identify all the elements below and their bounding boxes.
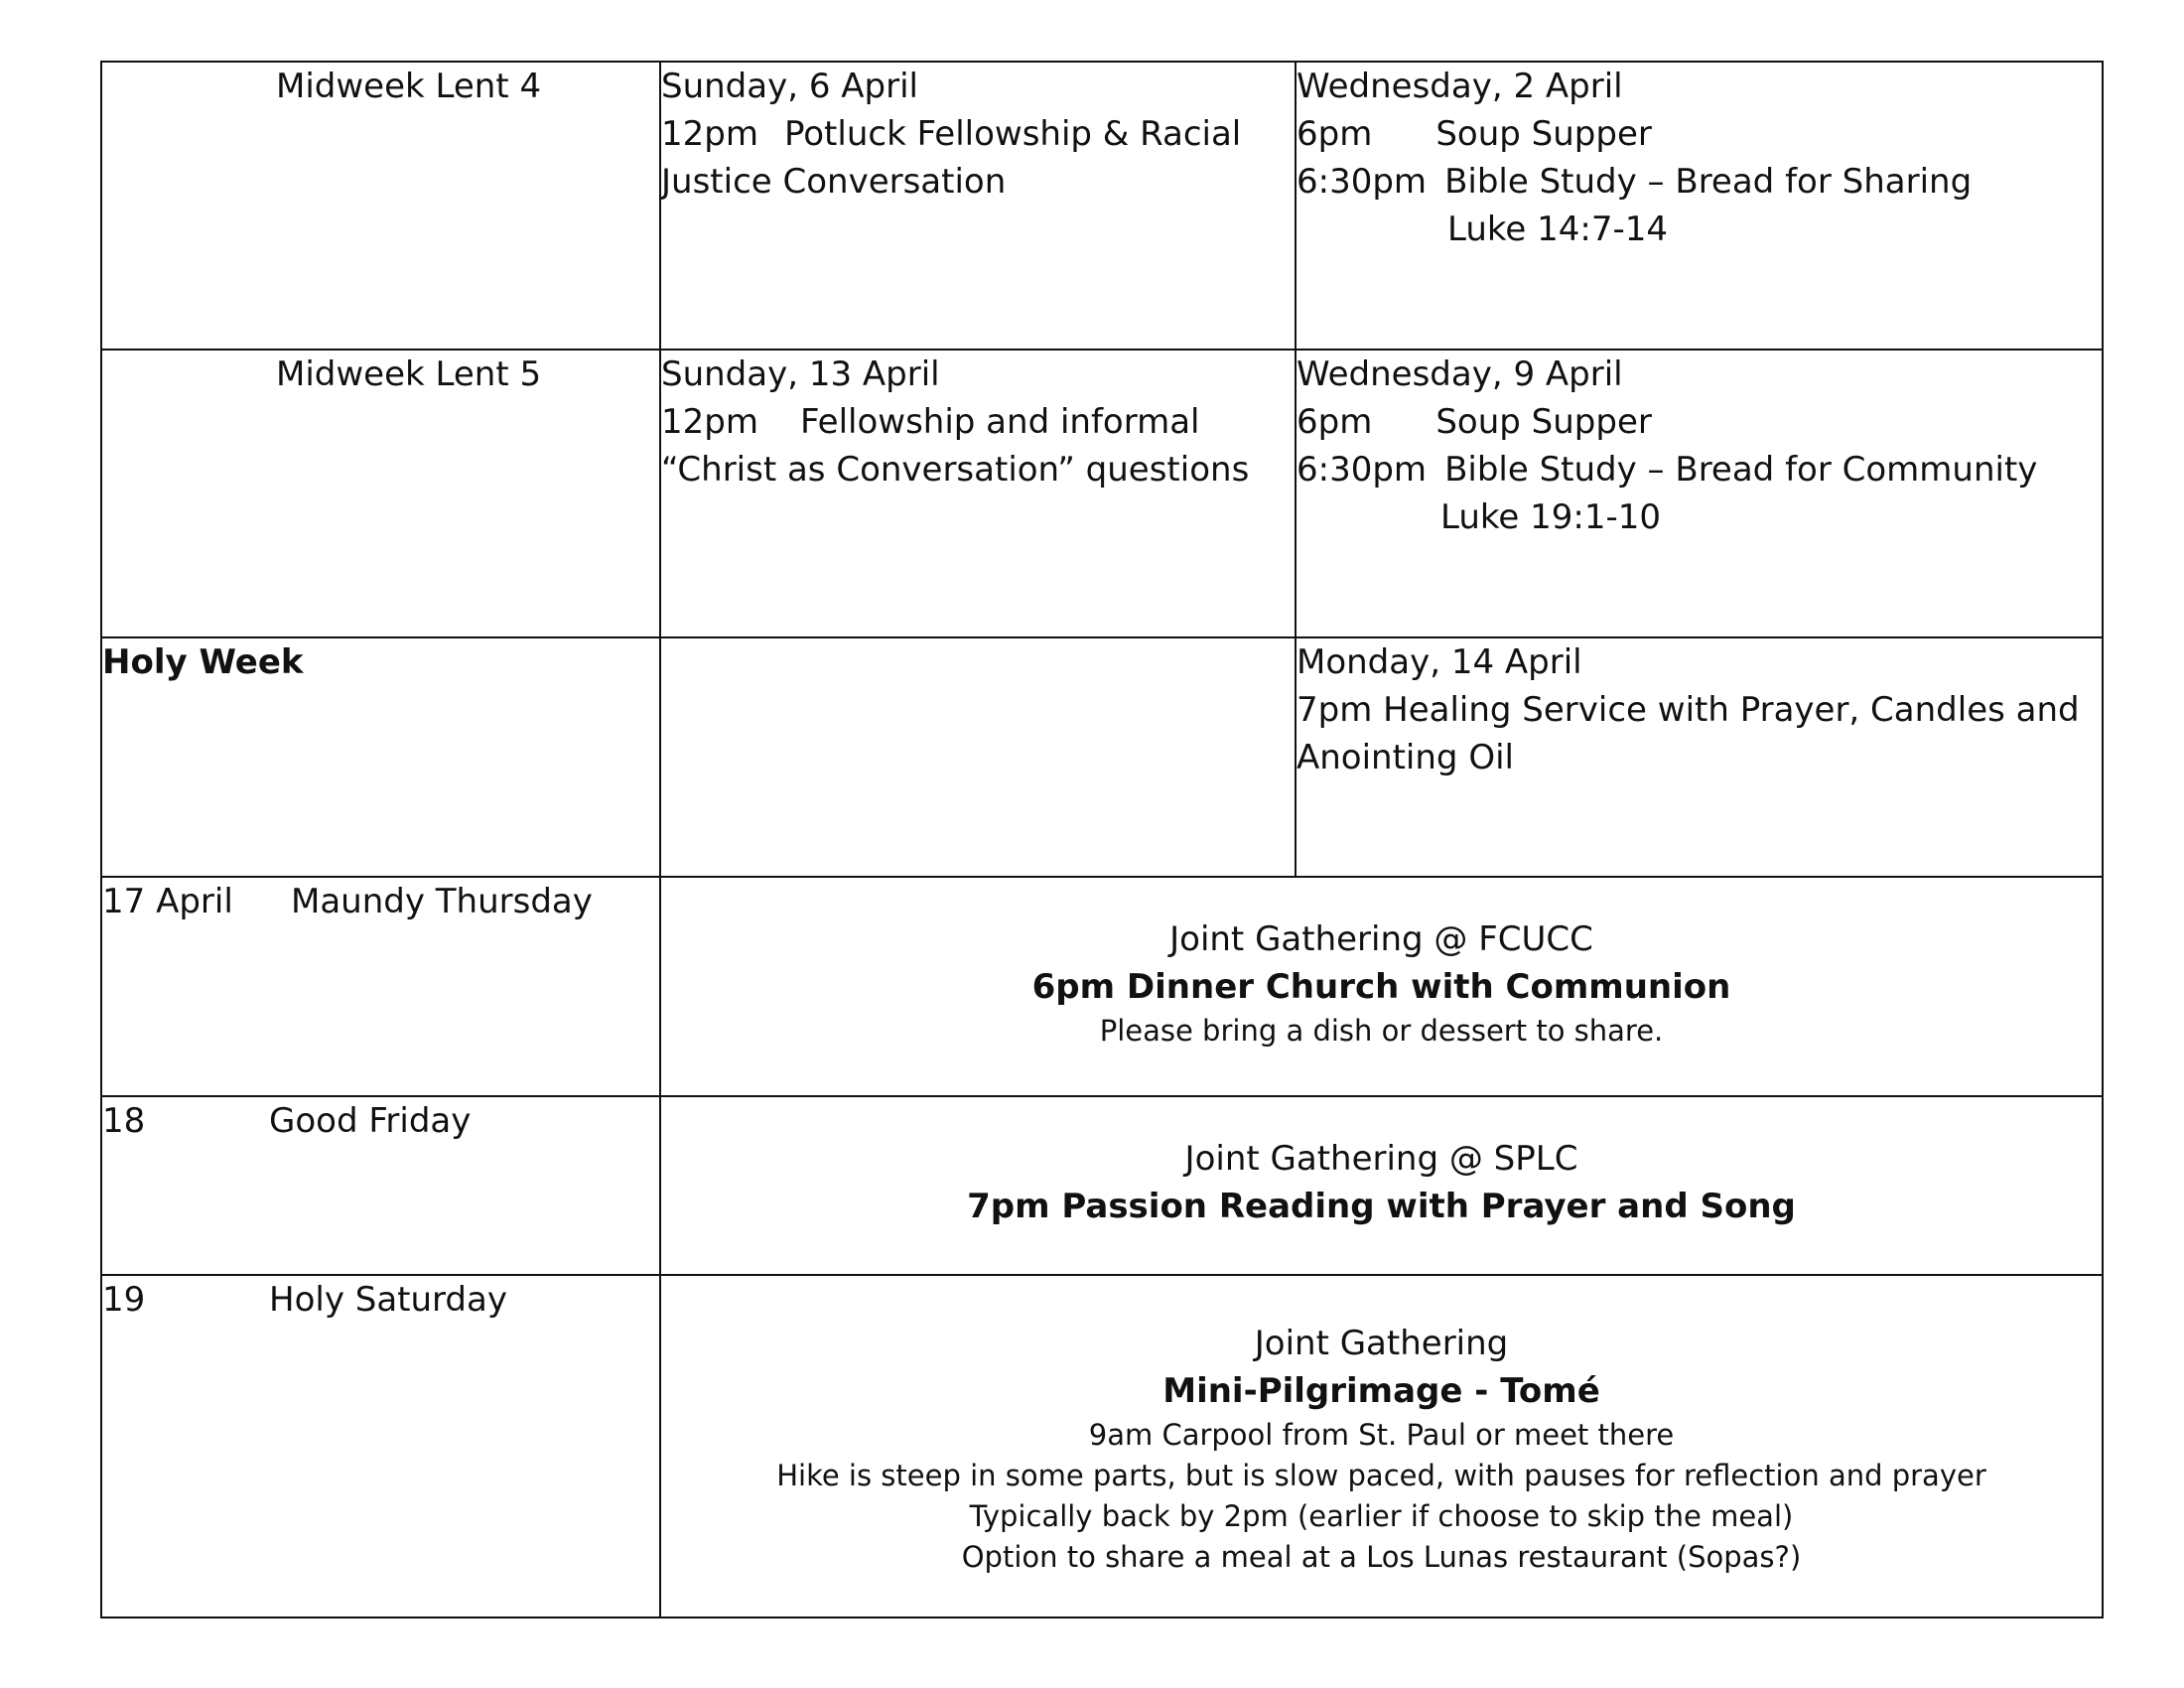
day-cell	[101, 1275, 660, 1618]
gathering-event: 6pm Dinner Church with Communion	[1031, 967, 1731, 1008]
midweek-date: Monday, 14 April	[1297, 641, 1582, 682]
midweek-cell	[1296, 350, 2103, 637]
table-row	[101, 637, 2103, 878]
gathering-cell	[660, 1275, 2103, 1618]
table-row	[101, 1275, 2103, 1618]
sunday-time: 12pm	[661, 114, 758, 154]
gathering-location: Joint Gathering @ SPLC	[1184, 1138, 1578, 1179]
scripture-reference: Luke 19:1-10	[1440, 496, 1661, 537]
midweek-cell	[1296, 637, 2103, 878]
study-event: Bible Study – Bread for Community	[1444, 449, 2038, 490]
sunday-event-cont: “Christ as Conversation” questions	[661, 449, 1250, 490]
row-label-cell	[101, 350, 660, 637]
day-cell	[101, 877, 660, 1095]
gathering-cell	[660, 877, 2103, 1095]
midweek-date: Wednesday, 9 April	[1297, 353, 1623, 394]
study-line	[1297, 446, 2102, 493]
table-row	[101, 350, 2103, 637]
study-time: 6:30pm	[1297, 162, 1428, 202]
sunday-event: Potluck Fellowship & Racial	[783, 114, 1242, 154]
row-label: Midweek Lent 4	[276, 67, 542, 106]
study-time: 6:30pm	[1297, 449, 1428, 490]
supper-time: 6pm	[1297, 114, 1373, 154]
service-line-cont: Anointing Oil	[1297, 737, 1514, 777]
sunday-cell-empty	[660, 637, 1296, 878]
gathering-location: Joint Gathering	[1254, 1323, 1509, 1363]
day-date: 18	[102, 1100, 146, 1141]
day-date: 19	[102, 1279, 146, 1320]
sunday-time: 12pm	[661, 401, 758, 442]
gathering-location: Joint Gathering @ FCUCC	[1169, 919, 1593, 960]
gathering-event: Mini-Pilgrimage - Tomé	[1162, 1370, 1600, 1411]
gathering-cell	[660, 1096, 2103, 1275]
row-label: Midweek Lent 5	[276, 353, 542, 394]
row-label-cell	[101, 62, 660, 350]
row-label-cell	[101, 637, 660, 878]
supper-event: Soup Supper	[1435, 114, 1652, 154]
day-name: Good Friday	[269, 1100, 472, 1141]
gathering-note: Typically back by 2pm (earlier if choose to skip the meal)	[969, 1498, 1794, 1533]
midweek-date: Wednesday, 2 April	[1297, 67, 1623, 106]
gathering-note: Option to share a meal at a Los Lunas restaurant (Sopas?)	[961, 1539, 1802, 1574]
schedule-table	[100, 61, 2104, 1618]
sunday-event-line	[661, 398, 1295, 446]
supper-line	[1297, 110, 2102, 158]
day-date: 17 April	[102, 882, 233, 922]
sunday-date: Sunday, 13 April	[661, 353, 940, 394]
service-line: 7pm Healing Service with Prayer, Candles and	[1297, 689, 2080, 730]
sunday-event: Fellowship and informal	[799, 401, 1200, 442]
scripture-reference: Luke 14:7-14	[1447, 210, 1668, 249]
gathering-event: 7pm Passion Reading with Prayer and Song	[967, 1186, 1796, 1226]
gathering-note: 9am Carpool from St. Paul or meet there	[1088, 1417, 1675, 1452]
study-event: Bible Study – Bread for Sharing	[1444, 162, 1973, 202]
sunday-date: Sunday, 6 April	[661, 67, 918, 106]
day-name: Holy Saturday	[269, 1279, 507, 1320]
table-row	[101, 877, 2103, 1095]
gathering-note: Hike is steep in some parts, but is slow paced, with pauses for reflection and prayer	[776, 1458, 1986, 1492]
gathering-note: Please bring a dish or dessert to share.	[1099, 1014, 1664, 1049]
table-row	[101, 62, 2103, 350]
sunday-cell	[660, 62, 1296, 350]
supper-event: Soup Supper	[1435, 401, 1652, 442]
day-cell	[101, 1096, 660, 1275]
row-label: Holy Week	[102, 641, 304, 682]
midweek-cell	[1296, 62, 2103, 350]
study-line	[1297, 158, 2102, 206]
day-name: Maundy Thursday	[291, 882, 593, 922]
supper-time: 6pm	[1297, 401, 1373, 442]
supper-line	[1297, 398, 2102, 446]
sunday-event-cont: Justice Conversation	[661, 162, 1007, 202]
table-row	[101, 1096, 2103, 1275]
sunday-cell	[660, 350, 1296, 637]
sunday-event-line	[661, 110, 1295, 158]
